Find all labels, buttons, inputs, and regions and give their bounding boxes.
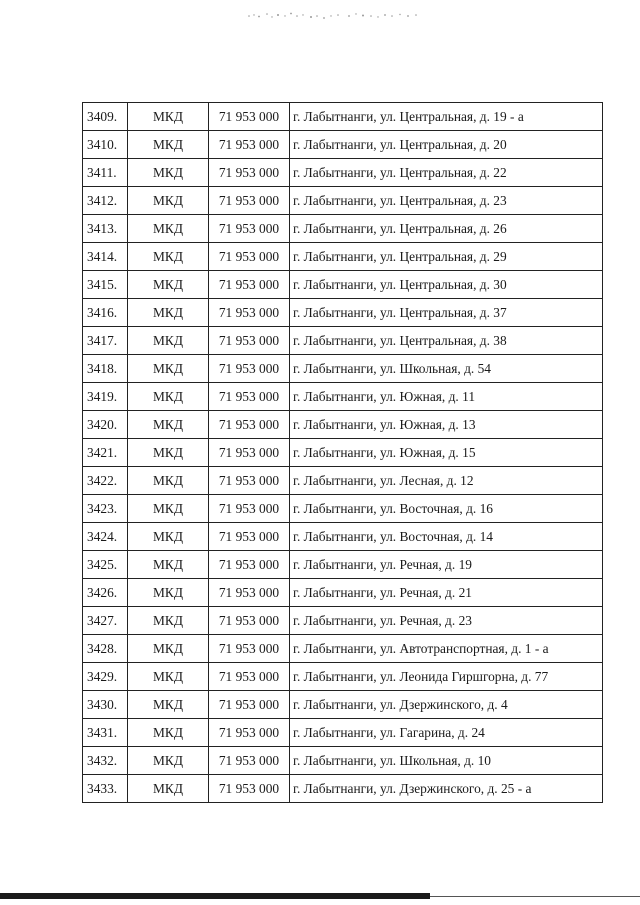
object-type-cell: МКД xyxy=(128,103,209,131)
address-cell: г. Лабытнанги, ул. Леонида Гиршгорна, д. 77 xyxy=(290,663,603,691)
object-type-cell: МКД xyxy=(128,355,209,383)
table-row xyxy=(83,383,603,411)
address-cell: г. Лабытнанги, ул. Центральная, д. 37 xyxy=(290,299,603,327)
table-row xyxy=(83,579,603,607)
object-type-cell: МКД xyxy=(128,607,209,635)
row-number-cell: 3426. xyxy=(83,579,128,607)
row-number-cell: 3418. xyxy=(83,355,128,383)
address-cell: г. Лабытнанги, ул. Речная, д. 21 xyxy=(290,579,603,607)
object-type-cell: МКД xyxy=(128,327,209,355)
row-number-cell: 3424. xyxy=(83,523,128,551)
table-row xyxy=(83,523,603,551)
address-cell: г. Лабытнанги, ул. Дзержинского, д. 4 xyxy=(290,691,603,719)
address-cell: г. Лабытнанги, ул. Центральная, д. 38 xyxy=(290,327,603,355)
object-type-cell: МКД xyxy=(128,271,209,299)
oktmo-code-cell: 71 953 000 xyxy=(209,607,290,635)
oktmo-code-cell: 71 953 000 xyxy=(209,215,290,243)
address-cell: г. Лабытнанги, ул. Восточная, д. 14 xyxy=(290,523,603,551)
table-row xyxy=(83,607,603,635)
oktmo-code-cell: 71 953 000 xyxy=(209,411,290,439)
object-type-cell: МКД xyxy=(128,215,209,243)
address-cell: г. Лабытнанги, ул. Центральная, д. 23 xyxy=(290,187,603,215)
row-number-cell: 3409. xyxy=(83,103,128,131)
row-number-cell: 3414. xyxy=(83,243,128,271)
oktmo-code-cell: 71 953 000 xyxy=(209,551,290,579)
address-cell: г. Лабытнанги, ул. Дзержинского, д. 25 - а xyxy=(290,775,603,803)
address-cell: г. Лабытнанги, ул. Южная, д. 15 xyxy=(290,439,603,467)
table-row xyxy=(83,467,603,495)
object-type-cell: МКД xyxy=(128,299,209,327)
oktmo-code-cell: 71 953 000 xyxy=(209,383,290,411)
address-cell: г. Лабытнанги, ул. Южная, д. 11 xyxy=(290,383,603,411)
oktmo-code-cell: 71 953 000 xyxy=(209,187,290,215)
scan-edge-line xyxy=(430,896,640,897)
oktmo-code-cell: 71 953 000 xyxy=(209,663,290,691)
scan-edge-bar xyxy=(0,893,430,899)
table-row xyxy=(83,663,603,691)
oktmo-code-cell: 71 953 000 xyxy=(209,719,290,747)
address-cell: г. Лабытнанги, ул. Центральная, д. 22 xyxy=(290,159,603,187)
oktmo-code-cell: 71 953 000 xyxy=(209,775,290,803)
scan-artifact-marks xyxy=(245,10,425,22)
address-cell: г. Лабытнанги, ул. Школьная, д. 54 xyxy=(290,355,603,383)
row-number-cell: 3410. xyxy=(83,131,128,159)
object-type-cell: МКД xyxy=(128,719,209,747)
row-number-cell: 3419. xyxy=(83,383,128,411)
oktmo-code-cell: 71 953 000 xyxy=(209,299,290,327)
address-cell: г. Лабытнанги, ул. Речная, д. 19 xyxy=(290,551,603,579)
row-number-cell: 3430. xyxy=(83,691,128,719)
object-type-cell: МКД xyxy=(128,523,209,551)
table-row xyxy=(83,551,603,579)
row-number-cell: 3415. xyxy=(83,271,128,299)
table-row xyxy=(83,691,603,719)
object-type-cell: МКД xyxy=(128,495,209,523)
oktmo-code-cell: 71 953 000 xyxy=(209,355,290,383)
oktmo-code-cell: 71 953 000 xyxy=(209,271,290,299)
oktmo-code-cell: 71 953 000 xyxy=(209,439,290,467)
table-row xyxy=(83,775,603,803)
row-number-cell: 3429. xyxy=(83,663,128,691)
address-cell: г. Лабытнанги, ул. Школьная, д. 10 xyxy=(290,747,603,775)
table-row xyxy=(83,131,603,159)
table-row xyxy=(83,243,603,271)
oktmo-code-cell: 71 953 000 xyxy=(209,131,290,159)
row-number-cell: 3423. xyxy=(83,495,128,523)
row-number-cell: 3421. xyxy=(83,439,128,467)
object-type-cell: МКД xyxy=(128,691,209,719)
row-number-cell: 3417. xyxy=(83,327,128,355)
address-cell: г. Лабытнанги, ул. Центральная, д. 30 xyxy=(290,271,603,299)
table-row xyxy=(83,271,603,299)
oktmo-code-cell: 71 953 000 xyxy=(209,495,290,523)
address-cell: г. Лабытнанги, ул. Центральная, д. 29 xyxy=(290,243,603,271)
row-number-cell: 3416. xyxy=(83,299,128,327)
object-type-cell: МКД xyxy=(128,579,209,607)
oktmo-code-cell: 71 953 000 xyxy=(209,327,290,355)
row-number-cell: 3412. xyxy=(83,187,128,215)
address-cell: г. Лабытнанги, ул. Южная, д. 13 xyxy=(290,411,603,439)
table-row xyxy=(83,327,603,355)
address-cell: г. Лабытнанги, ул. Центральная, д. 19 - а xyxy=(290,103,603,131)
registry-table-body xyxy=(83,103,603,803)
address-cell: г. Лабытнанги, ул. Восточная, д. 16 xyxy=(290,495,603,523)
object-type-cell: МКД xyxy=(128,131,209,159)
object-type-cell: МКД xyxy=(128,663,209,691)
table-row xyxy=(83,299,603,327)
table-row xyxy=(83,411,603,439)
oktmo-code-cell: 71 953 000 xyxy=(209,691,290,719)
object-type-cell: МКД xyxy=(128,243,209,271)
oktmo-code-cell: 71 953 000 xyxy=(209,467,290,495)
object-type-cell: МКД xyxy=(128,775,209,803)
row-number-cell: 3413. xyxy=(83,215,128,243)
address-cell: г. Лабытнанги, ул. Лесная, д. 12 xyxy=(290,467,603,495)
table-row xyxy=(83,103,603,131)
oktmo-code-cell: 71 953 000 xyxy=(209,579,290,607)
table-row xyxy=(83,635,603,663)
object-type-cell: МКД xyxy=(128,635,209,663)
row-number-cell: 3420. xyxy=(83,411,128,439)
oktmo-code-cell: 71 953 000 xyxy=(209,523,290,551)
object-type-cell: МКД xyxy=(128,467,209,495)
oktmo-code-cell: 71 953 000 xyxy=(209,159,290,187)
row-number-cell: 3422. xyxy=(83,467,128,495)
object-type-cell: МКД xyxy=(128,383,209,411)
table-row xyxy=(83,439,603,467)
object-type-cell: МКД xyxy=(128,411,209,439)
table-row xyxy=(83,355,603,383)
address-cell: г. Лабытнанги, ул. Автотранспортная, д. 1 - а xyxy=(290,635,603,663)
oktmo-code-cell: 71 953 000 xyxy=(209,103,290,131)
table-row xyxy=(83,747,603,775)
address-cell: г. Лабытнанги, ул. Центральная, д. 20 xyxy=(290,131,603,159)
object-type-cell: МКД xyxy=(128,439,209,467)
oktmo-code-cell: 71 953 000 xyxy=(209,635,290,663)
registry-table xyxy=(82,102,603,803)
object-type-cell: МКД xyxy=(128,551,209,579)
object-type-cell: МКД xyxy=(128,747,209,775)
table-row xyxy=(83,187,603,215)
oktmo-code-cell: 71 953 000 xyxy=(209,243,290,271)
oktmo-code-cell: 71 953 000 xyxy=(209,747,290,775)
row-number-cell: 3432. xyxy=(83,747,128,775)
row-number-cell: 3431. xyxy=(83,719,128,747)
row-number-cell: 3427. xyxy=(83,607,128,635)
table-row xyxy=(83,495,603,523)
row-number-cell: 3411. xyxy=(83,159,128,187)
table-row xyxy=(83,159,603,187)
row-number-cell: 3433. xyxy=(83,775,128,803)
address-cell: г. Лабытнанги, ул. Центральная, д. 26 xyxy=(290,215,603,243)
object-type-cell: МКД xyxy=(128,159,209,187)
table-row xyxy=(83,719,603,747)
address-cell: г. Лабытнанги, ул. Гагарина, д. 24 xyxy=(290,719,603,747)
table-row xyxy=(83,215,603,243)
object-type-cell: МКД xyxy=(128,187,209,215)
row-number-cell: 3425. xyxy=(83,551,128,579)
row-number-cell: 3428. xyxy=(83,635,128,663)
address-cell: г. Лабытнанги, ул. Речная, д. 23 xyxy=(290,607,603,635)
